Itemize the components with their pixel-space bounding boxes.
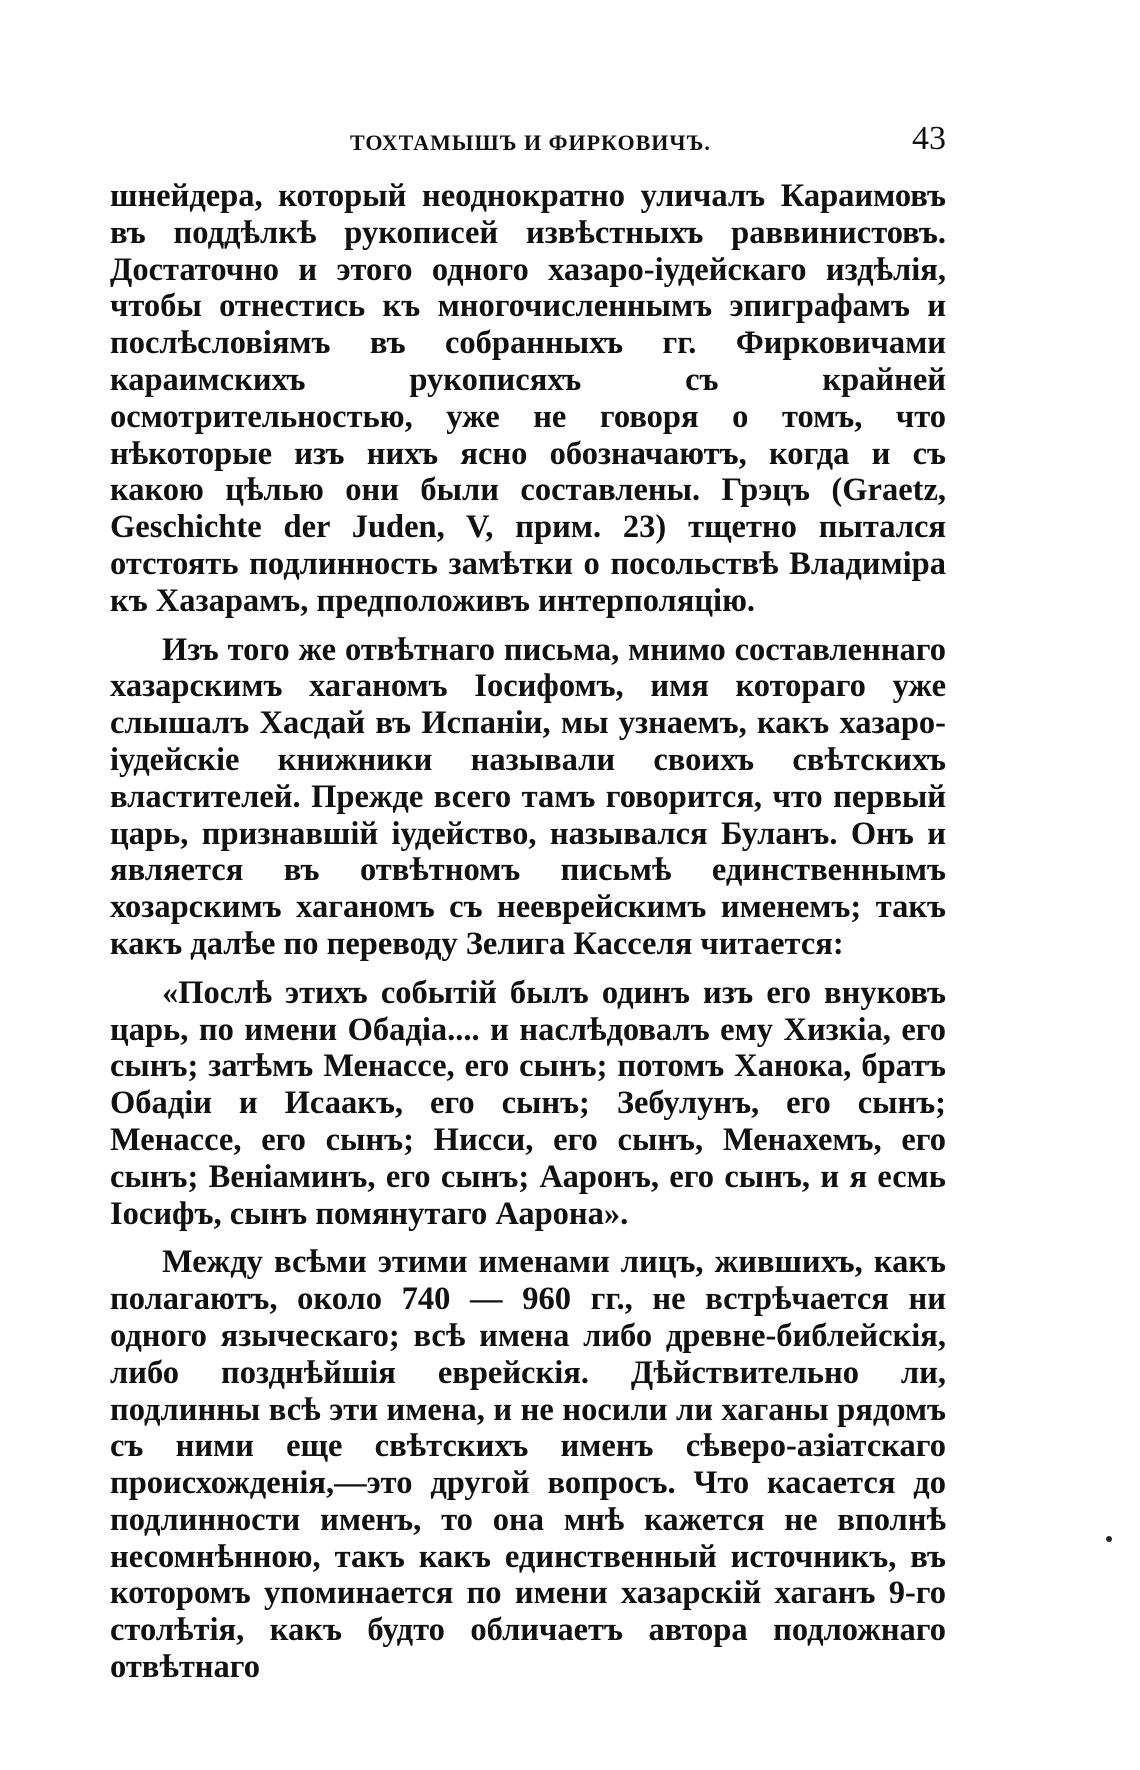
page-number: 43 <box>912 120 946 157</box>
body-text <box>110 178 946 1698</box>
running-title: ТОХТАМЫШЪ И ФИРКОВИЧЪ. <box>350 130 711 155</box>
quotation-paragraph: «Послѣ этихъ событій былъ одинъ изъ его внуковъ царь, по имени Обадіа.... и наслѣдовалъ ему Хизкіа, его сынъ; затѣмъ Менассе, его сынъ; потомъ Ханока, братъ Обадіи и Исаакъ, его сынъ; Зебулунъ, его сынъ; Менассе, его сынъ; Нисси, его сынъ, Менахемъ, его сынъ; Веніаминъ, его сынъ; Ааронъ, его сынъ, и я есмь Іосифъ, сынъ помянутаго Аарона». <box>110 974 946 1232</box>
paragraph-continuation: шнейдера, который неоднократно уличалъ Караимовъ въ поддѣлкѣ рукописей извѣстныхъ раввинистовъ. Достаточно и этого одного хазаро-іудейскаго издѣлія, чтобы отнестись къ многочисленнымъ эпиграфамъ и послѣсловіямъ въ собранныхъ гг. Фирковичами караимскихъ рукописяхъ съ крайней осмотрительностью, уже не говоря о томъ, что нѣкоторые изъ нихъ ясно обозначаютъ, когда и съ какою цѣлью они были составлены. Грэцъ (Graetz, Geschichte der Juden, V, прим. 23) тщетно пытался отстоять подлинность замѣтки о посольствѣ Владиміра къ Хазарамъ, предположивъ интерполяцію. <box>110 178 946 619</box>
paragraph: Между всѣми этими именами лицъ, жившихъ, какъ полагаютъ, около 740 — 960 гг., не встрѣчается ни одного языческаго; всѣ имена либо древне-библейскія, либо позднѣйшія еврейскія. Дѣйствительно ли, подлинны всѣ эти имена, и не носили ли хаганы рядомъ съ ними еще свѣтскихъ именъ сѣверо-азіатскаго происхожденія,—это другой вопросъ. Что касается до подлинности именъ, то она мнѣ кажется не вполнѣ несомнѣнною, такъ какъ единственный источникъ, въ которомъ упоминается по имени хазарскій хаганъ 9-го столѣтія, какъ будто обличаетъ автора подложнаго отвѣтнаго <box>110 1244 946 1686</box>
paragraph: Изъ того же отвѣтнаго письма, мнимо составленнаго хазарскимъ хаганомъ Іосифомъ, имя котораго уже слышалъ Хасдай въ Испаніи, мы узнаемъ, какъ хазаро-іудейскіе книжники называли своихъ свѣтскихъ властителей. Прежде всего тамъ говорится, что первый царь, признавшій іудейство, назывался Буланъ. Онъ и является въ отвѣтномъ письмѣ единственнымъ хозарскимъ хаганомъ съ нееврейскимъ именемъ; такъ какъ далѣе по переводу Зелига Касселя читается: <box>110 631 946 962</box>
page-header <box>110 120 946 160</box>
scan-speck <box>1106 1536 1112 1542</box>
